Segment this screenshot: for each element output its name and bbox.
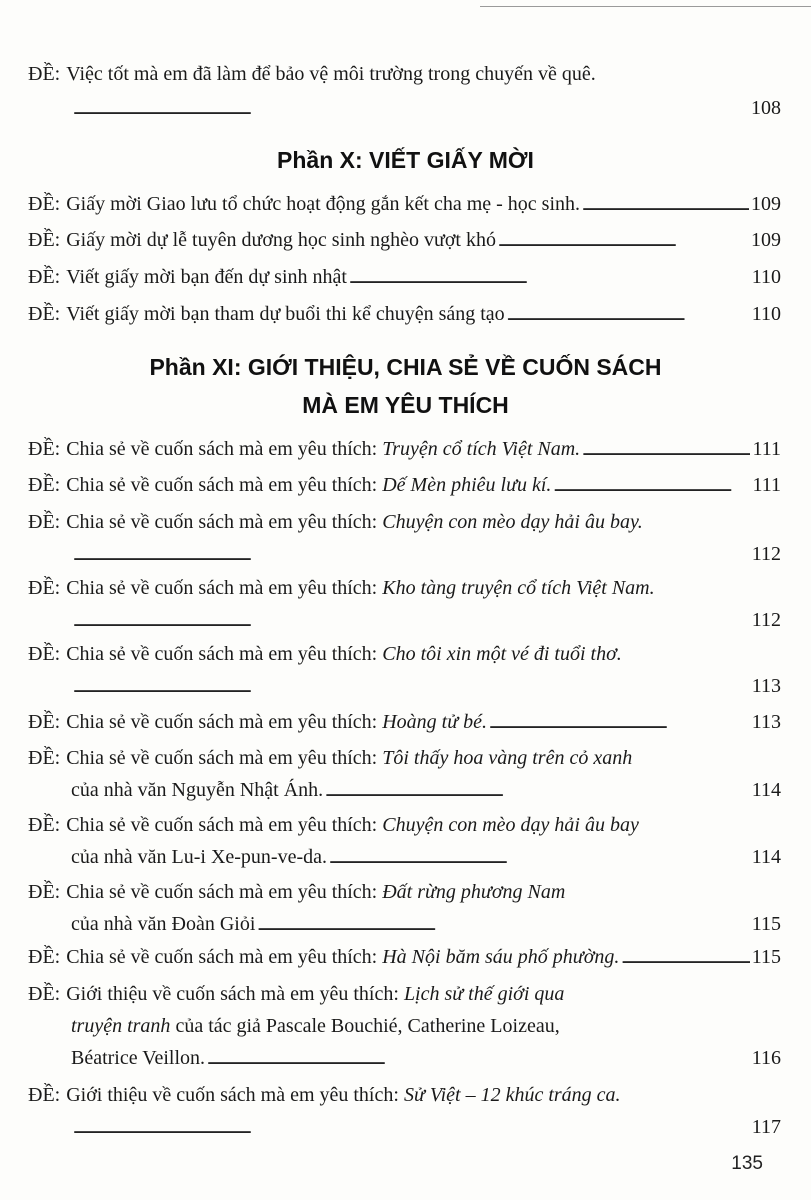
entry-prefix: ĐỀ: <box>28 303 61 325</box>
toc-entry <box>28 473 781 497</box>
dot-leader <box>621 945 749 969</box>
entry-page: 115 <box>751 913 781 935</box>
top-rule <box>480 6 811 7</box>
book-title: Sử Việt – 12 khúc tráng ca. <box>403 1084 621 1106</box>
toc-entry <box>28 437 781 461</box>
entry-intro: Giới thiệu về cuốn sách mà em yêu thích: <box>66 1084 399 1106</box>
book-author: Béatrice Veillon. <box>71 1047 206 1069</box>
entry-prefix: ĐỀ: <box>28 946 61 968</box>
entry-prefix: ĐỀ: <box>28 193 61 215</box>
dot-leader <box>489 710 750 734</box>
entry-text: Viết giấy mời bạn đến dự sinh nhật <box>66 266 347 288</box>
toc-entry-author <box>71 1046 781 1070</box>
toc-entry <box>28 880 781 904</box>
dot-leader <box>73 608 750 632</box>
book-title: Lịch sử thế giới qua <box>403 983 565 1005</box>
dot-leader <box>582 192 749 216</box>
entry-prefix: ĐỀ: <box>28 814 61 836</box>
section-heading-x: Phần X: VIẾT GIẤY MỜI <box>277 147 534 173</box>
entry-page: 112 <box>751 609 781 631</box>
entry-prefix: ĐỀ: <box>28 438 61 460</box>
book-title: Tôi thấy hoa vàng trên cỏ xanh <box>382 747 633 769</box>
toc-entry <box>28 265 781 289</box>
entry-page: 109 <box>751 193 781 215</box>
entry-page: 117 <box>751 1116 781 1138</box>
book-title: Chuyện con mèo dạy hải âu bay <box>382 814 639 836</box>
book-title: Truyện cổ tích Việt Nam. <box>382 438 581 460</box>
book-title: Kho tàng truyện cổ tích Việt Nam. <box>382 577 655 599</box>
entry-page: 110 <box>751 303 781 325</box>
entry-intro: Chia sẻ về cuốn sách mà em yêu thích: <box>66 643 378 665</box>
dot-leader <box>73 96 749 120</box>
entry-text: Giấy mời Giao lưu tổ chức hoạt động gắn kết cha mẹ - học sinh. <box>66 193 581 215</box>
toc-entry-environment <box>28 62 781 86</box>
entry-prefix: ĐỀ: <box>28 266 61 288</box>
entry-prefix: ĐỀ: <box>28 474 61 496</box>
section-heading-xi-line2: MÀ EM YÊU THÍCH <box>302 392 509 418</box>
entry-prefix: ĐỀ: <box>28 643 61 665</box>
book-title: Dế Mèn phiêu lưu kí. <box>382 474 552 496</box>
book-title: Hoàng tử bé. <box>382 711 488 733</box>
toc-entry <box>28 302 781 326</box>
entry-page: 112 <box>751 543 781 565</box>
toc-entry <box>28 192 781 216</box>
toc-entry <box>28 982 781 1006</box>
entry-prefix: ĐỀ: <box>28 881 61 903</box>
toc-entry <box>28 746 781 770</box>
dot-leader <box>73 1115 750 1139</box>
dot-leader <box>207 1046 750 1070</box>
entry-intro: Chia sẻ về cuốn sách mà em yêu thích: <box>66 511 378 533</box>
book-title: truyện tranh <box>71 1015 171 1037</box>
entry-prefix: ĐỀ: <box>28 1084 61 1106</box>
entry-intro: Chia sẻ về cuốn sách mà em yêu thích: <box>66 438 378 460</box>
entry-intro: Chia sẻ về cuốn sách mà em yêu thích: <box>66 881 378 903</box>
book-author: của tác giả Pascale Bouchié, Catherine Loizeau, <box>175 1015 560 1037</box>
dot-leader <box>553 473 750 497</box>
dot-leader <box>507 302 750 326</box>
entry-text: Việc tốt mà em đã làm để bảo vệ môi trường trong chuyến về quê. <box>66 63 596 85</box>
entry-page: 114 <box>751 779 781 801</box>
dot-leader <box>73 542 750 566</box>
entry-page: 111 <box>752 474 781 496</box>
toc-entry-continuation <box>71 1014 781 1038</box>
toc-entry <box>28 228 781 252</box>
entry-prefix: ĐỀ: <box>28 711 61 733</box>
entry-intro: Chia sẻ về cuốn sách mà em yêu thích: <box>66 577 378 599</box>
entry-intro: Giới thiệu về cuốn sách mà em yêu thích: <box>66 983 399 1005</box>
dot-leader <box>73 674 750 698</box>
entry-page: 115 <box>751 946 781 968</box>
book-title: Chuyện con mèo dạy hải âu bay. <box>382 511 643 533</box>
entry-prefix: ĐỀ: <box>28 747 61 769</box>
toc-entry <box>28 945 781 969</box>
toc-entry-leader <box>71 1115 781 1139</box>
dot-leader <box>498 228 749 252</box>
toc-entry <box>28 510 781 534</box>
entry-prefix: ĐỀ: <box>28 63 61 85</box>
dot-leader <box>329 845 750 869</box>
book-author: của nhà văn Nguyễn Nhật Ánh. <box>71 779 324 801</box>
entry-text: Viết giấy mời bạn tham dự buổi thi kể chuyện sáng tạo <box>66 303 505 325</box>
toc-entry <box>28 1083 781 1107</box>
dot-leader <box>582 437 750 461</box>
toc-entry-leader <box>71 608 781 632</box>
entry-page: 114 <box>751 846 781 868</box>
entry-page: 110 <box>751 266 781 288</box>
book-title: Cho tôi xin một vé đi tuổi thơ. <box>382 643 622 665</box>
entry-page: 109 <box>751 229 781 251</box>
toc-entry <box>28 576 781 600</box>
toc-entry-author <box>71 778 781 802</box>
book-author: của nhà văn Lu-i Xe-pun-ve-da. <box>71 846 327 868</box>
entry-intro: Chia sẻ về cuốn sách mà em yêu thích: <box>66 946 378 968</box>
entry-intro: Chia sẻ về cuốn sách mà em yêu thích: <box>66 474 378 496</box>
entry-page: 113 <box>751 711 781 733</box>
toc-entry <box>28 710 781 734</box>
entry-prefix: ĐỀ: <box>28 983 61 1005</box>
toc-entry-leader <box>71 542 781 566</box>
toc-entry-author <box>71 912 781 936</box>
toc-entry-environment-leader <box>71 96 781 120</box>
entry-page: 116 <box>751 1047 781 1069</box>
page-number: 135 <box>731 1153 763 1174</box>
dot-leader <box>325 778 750 802</box>
toc-entry-author <box>71 845 781 869</box>
book-title: Đất rừng phương Nam <box>382 881 566 903</box>
entry-intro: Chia sẻ về cuốn sách mà em yêu thích: <box>66 814 378 836</box>
section-heading-xi-line1: Phần XI: GIỚI THIỆU, CHIA SẺ VỀ CUỐN SÁCH <box>149 354 662 380</box>
book-title: Hà Nội băm sáu phố phường. <box>382 946 620 968</box>
entry-prefix: ĐỀ: <box>28 577 61 599</box>
book-author: của nhà văn Đoàn Giỏi <box>71 913 256 935</box>
toc-entry <box>28 813 781 837</box>
entry-page: 111 <box>752 438 781 460</box>
toc-entry <box>28 642 781 666</box>
entry-page: 113 <box>751 675 781 697</box>
entry-intro: Chia sẻ về cuốn sách mà em yêu thích: <box>66 747 378 769</box>
entry-prefix: ĐỀ: <box>28 229 61 251</box>
entry-text: Giấy mời dự lễ tuyên dương học sinh nghèo vượt khó <box>66 229 496 251</box>
dot-leader <box>257 912 749 936</box>
entry-page: 108 <box>751 97 781 119</box>
entry-intro: Chia sẻ về cuốn sách mà em yêu thích: <box>66 711 378 733</box>
entry-prefix: ĐỀ: <box>28 511 61 533</box>
dot-leader <box>349 265 750 289</box>
toc-entry-leader <box>71 674 781 698</box>
